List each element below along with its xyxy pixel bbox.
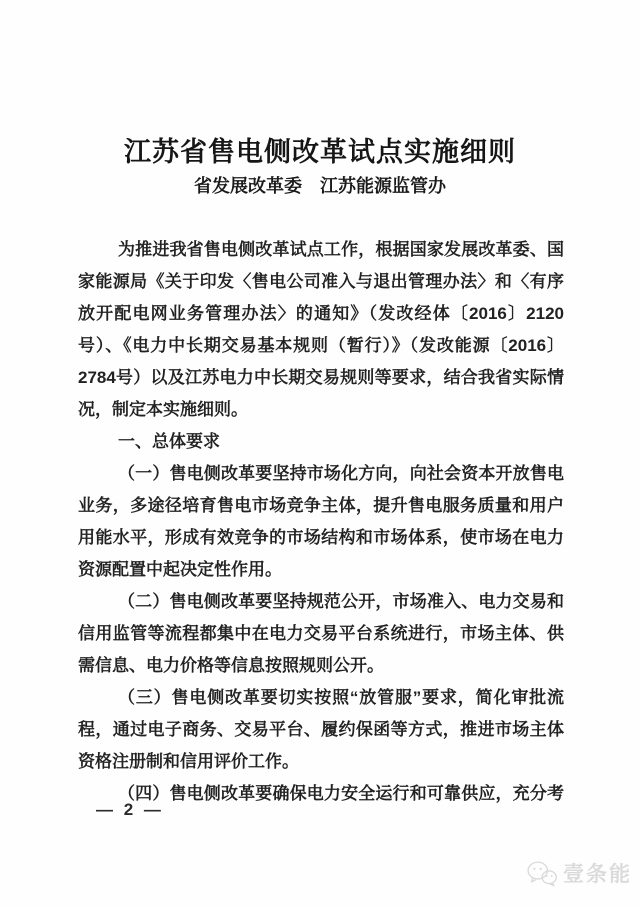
document-line: 用能水平，形成有效竞争的市场结构和市场体系，使市场在电力: [78, 528, 564, 547]
document-line: 家能源局《关于印发〈售电公司准入与退出管理办法〉和〈有序: [78, 272, 564, 291]
document-line: 资源配置中起决定性作用。: [78, 560, 282, 579]
document-line: 信用监管等流程都集中在电力交易平台系统进行，市场主体、供: [78, 624, 564, 643]
document-line: （四）售电侧改革要确保电力安全运行和可靠供应，充分考: [118, 784, 564, 803]
watermark-logo: [526, 858, 632, 888]
document-line: （三）售电侧改革要切实按照“放管服”要求，简化审批流: [118, 688, 564, 707]
document-line: （二）售电侧改革要坚持规范公开，市场准入、电力交易和: [118, 592, 564, 611]
watermark-label: 壹条能: [563, 863, 632, 886]
document-line: 需信息、电力价格等信息按照规则公开。: [78, 656, 384, 675]
wechat-icon: [526, 860, 558, 887]
document-title: 江苏省售电侧改革试点实施细则: [124, 137, 516, 167]
section-heading: 一、总体要求: [118, 432, 220, 451]
document-line: 资格注册制和信用评价工作。: [78, 752, 299, 771]
document-line: 放开配电网业务管理办法〉的通知》（发改经体〔2016〕2120: [78, 304, 564, 323]
document-line: 业务，多途径培育售电市场竞争主体，提升售电服务质量和用户: [78, 496, 564, 515]
document-body: [78, 234, 564, 810]
document-line: 况，制定本实施细则。: [78, 400, 248, 419]
document-line: 2784号）以及江苏电力中长期交易规则等要求，结合我省实际情: [78, 368, 564, 387]
document-line: 为推进我省售电侧改革试点工作，根据国家发展改革委、国: [118, 240, 564, 259]
page-number: — 2 —: [96, 800, 164, 819]
document-subtitle: 省发展改革委 江苏能源监管办: [194, 176, 446, 196]
document-line: 程，通过电子商务、交易平台、履约保函等方式，推进市场主体: [78, 720, 564, 739]
document-line: 号）、《电力中长期交易基本规则（暂行）》（发改能源〔2016〕: [78, 336, 564, 355]
document-line: （一）售电侧改革要坚持市场化方向，向社会资本开放售电: [118, 464, 564, 483]
